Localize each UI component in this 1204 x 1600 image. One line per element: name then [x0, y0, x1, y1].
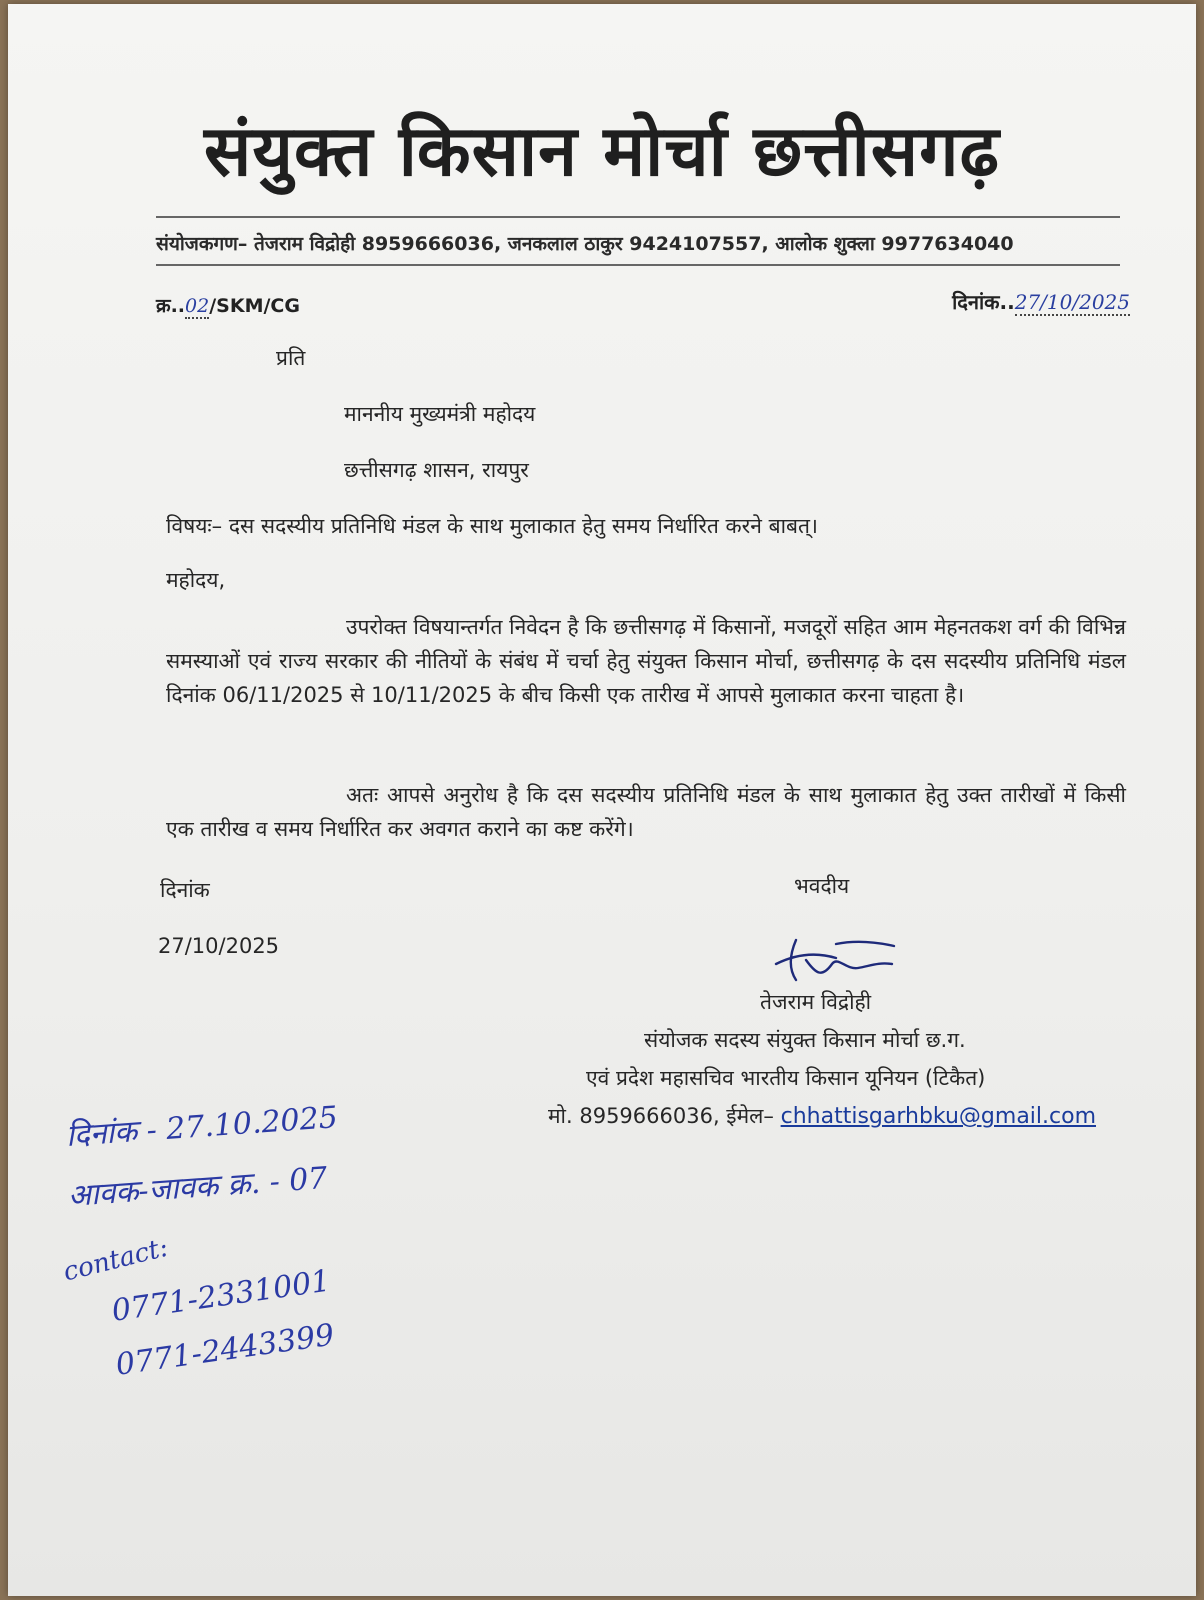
- paragraph-2-text: अतः आपसे अनुरोध है कि दस सदस्यीय प्रतिनिधि मंडल के साथ मुलाकात हेतु उक्त तारीखों में किसी एक तारीख व समय निर्धारित कर अवगत कराने का कष्ट करेंगे।: [166, 783, 1126, 841]
- handwritten-contact-label: contact:: [60, 1232, 172, 1288]
- closing-date-label: दिनांक: [160, 878, 210, 902]
- body-paragraph-2: [166, 778, 1126, 846]
- contact-prefix: मो. 8959666036, ईमेल–: [548, 1104, 774, 1128]
- salutation: महोदय,: [166, 568, 226, 592]
- signatory-name: तेजराम विद्रोही: [760, 990, 872, 1014]
- letterhead-rule-bottom: [156, 264, 1120, 266]
- signature-mark: [766, 934, 906, 988]
- reference-number: [156, 292, 300, 318]
- subject-line: विषयः– दस सदस्यीय प्रतिनिधि मंडल के साथ मुलाकात हेतु समय निर्धारित करने बाबत्।: [166, 514, 818, 538]
- header-date-label: दिनांक..: [952, 290, 1015, 314]
- recipient-line-2: छत्तीसगढ़ शासन, रायपुर: [344, 458, 529, 482]
- reference-suffix: /SKM/CG: [209, 295, 300, 317]
- letterhead-rule-top: [156, 216, 1120, 218]
- closing-regards: भवदीय: [794, 874, 850, 898]
- handwritten-phone-2: 0771-2443399: [113, 1317, 337, 1383]
- handwritten-date-note: दिनांक - 27.10.2025: [64, 1100, 339, 1154]
- closing-date-value: 27/10/2025: [158, 934, 280, 958]
- body-paragraph-1: [166, 610, 1126, 712]
- handwritten-inward-note: आवक-जावक क्र. - 07: [66, 1160, 329, 1214]
- signatory-designation-1: संयोजक सदस्य संयुक्त किसान मोर्चा छ.ग.: [644, 1028, 966, 1052]
- header-date: [952, 288, 1130, 315]
- email-link[interactable]: chhattisgarhbku@gmail.com: [780, 1104, 1096, 1129]
- signatory-designation-2: एवं प्रदेश महासचिव भारतीय किसान यूनियन (टिकैत): [586, 1066, 986, 1090]
- letterhead-title: संयुक्त किसान मोर्चा छत्तीसगढ़: [204, 110, 1000, 192]
- conveners-line: संयोजकगण– तेजराम विद्रोही 8959666036, जनकलाल ठाकुर 9424107557, आलोक शुक्ला 9977634040: [156, 233, 1014, 255]
- reference-handwritten-number: 02: [185, 295, 210, 317]
- letter-page: [8, 4, 1196, 1596]
- to-label: प्रति: [276, 346, 306, 370]
- reference-prefix: क्र..: [156, 295, 186, 317]
- handwritten-phone-1: 0771-2331001: [109, 1263, 333, 1329]
- contact-line: [548, 1102, 1096, 1130]
- recipient-line-1: माननीय मुख्यमंत्री महोदय: [344, 402, 536, 426]
- paragraph-1-text: उपरोक्त विषयान्तर्गत निवेदन है कि छत्तीसगढ़ में किसानों, मजदूरों सहित आम मेहनतकश वर्ग की विभिन्न समस्याओं एवं राज्य सरकार की नीतियों के संबंध में चर्चा हेतु संयुक्त किसान मोर्चा, छत्तीसगढ़ के दस सदस्यीय प्रतिनिधि मंडल दिनांक 06/11/2025 से 10/11/2025 के बीच किसी एक तारीख में आपसे मुलाकात करना चाहता है।: [166, 615, 1126, 707]
- header-date-handwritten: 27/10/2025: [1014, 290, 1130, 314]
